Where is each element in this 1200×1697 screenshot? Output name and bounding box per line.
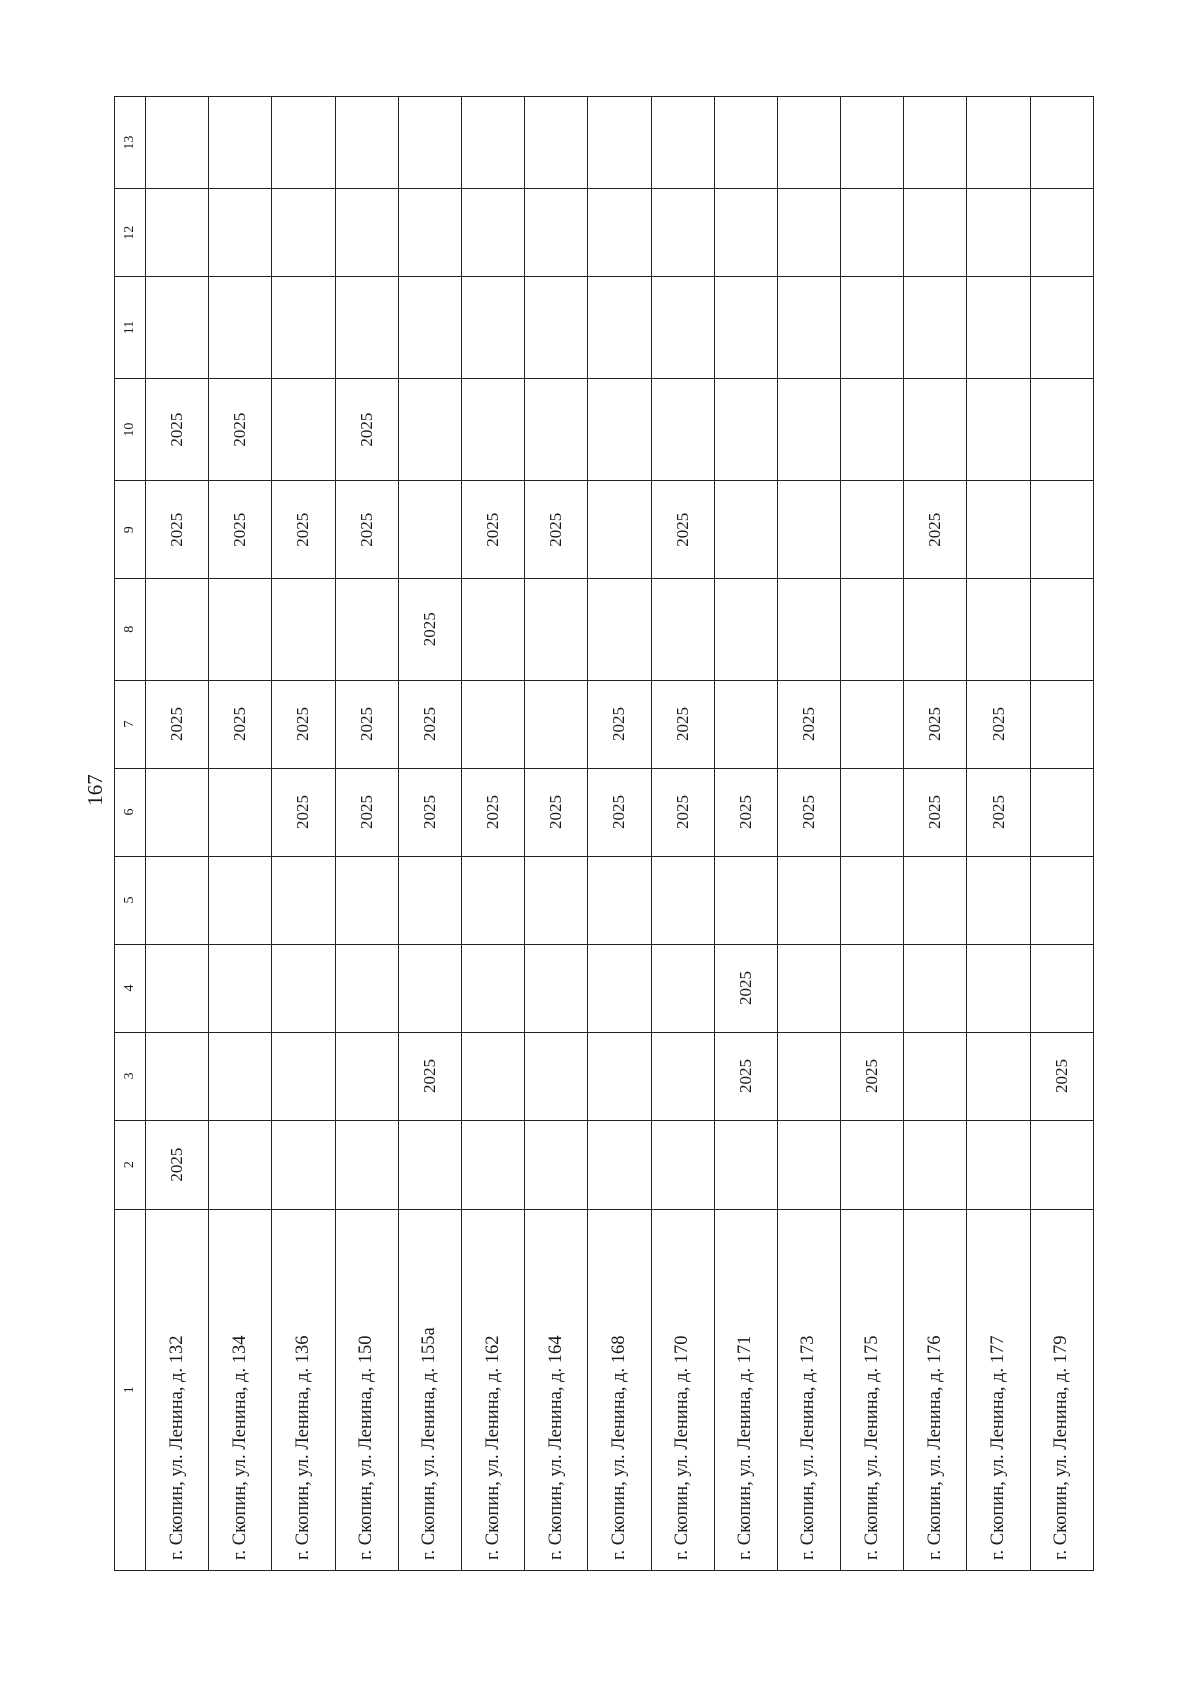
year-cell-col-3: 2025: [398, 1032, 461, 1120]
column-header-11: 11: [115, 277, 146, 379]
year-cell-col-8: [841, 578, 904, 680]
year-cell-col-3: 2025: [714, 1032, 777, 1120]
address-cell: г. Скопин, ул. Ленина, д. 177: [967, 1209, 1030, 1570]
address-cell: г. Скопин, ул. Ленина, д. 155а: [398, 1209, 461, 1570]
column-header-10: 10: [115, 378, 146, 481]
year-cell-col-5: [777, 856, 840, 944]
year-cell-col-5: [588, 856, 651, 944]
year-cell-col-8: [777, 578, 840, 680]
year-cell-col-7: 2025: [588, 680, 651, 768]
year-cell-col-4: [146, 944, 209, 1032]
year-cell-col-2: [904, 1120, 967, 1209]
year-cell-col-10: [967, 378, 1030, 481]
table-row: [651, 97, 714, 1571]
year-cell-col-9: 2025: [525, 481, 588, 578]
year-cell-col-13: [272, 97, 335, 189]
year-cell-col-3: [335, 1032, 398, 1120]
year-cell-col-9: [841, 481, 904, 578]
year-cell-col-10: [777, 378, 840, 481]
year-cell-col-13: [967, 97, 1030, 189]
address-cell: г. Скопин, ул. Ленина, д. 162: [461, 1209, 524, 1570]
year-cell-col-5: [209, 856, 272, 944]
year-cell-col-10: [1030, 378, 1093, 481]
year-cell-col-7: 2025: [904, 680, 967, 768]
year-cell-col-3: [904, 1032, 967, 1120]
year-cell-col-10: [904, 378, 967, 481]
address-cell: г. Скопин, ул. Ленина, д. 168: [588, 1209, 651, 1570]
table-row: [777, 97, 840, 1571]
year-cell-col-3: [272, 1032, 335, 1120]
year-cell-col-6: 2025: [714, 768, 777, 856]
year-cell-col-3: [651, 1032, 714, 1120]
year-cell-col-7: 2025: [777, 680, 840, 768]
year-cell-col-13: [146, 97, 209, 189]
year-cell-col-4: [272, 944, 335, 1032]
year-cell-col-5: [335, 856, 398, 944]
year-cell-col-9: 2025: [461, 481, 524, 578]
column-header-8: 8: [115, 578, 146, 680]
year-cell-col-5: [146, 856, 209, 944]
address-cell: г. Скопин, ул. Ленина, д. 150: [335, 1209, 398, 1570]
year-cell-col-10: [398, 378, 461, 481]
year-cell-col-3: 2025: [841, 1032, 904, 1120]
year-cell-col-2: [714, 1120, 777, 1209]
year-cell-col-6: 2025: [967, 768, 1030, 856]
year-cell-col-13: [398, 97, 461, 189]
table-row: [146, 97, 209, 1571]
year-cell-col-6: 2025: [651, 768, 714, 856]
column-header-13: 13: [115, 97, 146, 189]
year-cell-col-11: [461, 277, 524, 379]
year-cell-col-12: [461, 189, 524, 277]
year-cell-col-2: [461, 1120, 524, 1209]
year-cell-col-9: 2025: [146, 481, 209, 578]
year-cell-col-13: [588, 97, 651, 189]
year-cell-col-8: [904, 578, 967, 680]
year-cell-col-4: [525, 944, 588, 1032]
year-cell-col-2: [525, 1120, 588, 1209]
year-cell-col-8: [335, 578, 398, 680]
column-header-6: 6: [115, 768, 146, 856]
year-cell-col-10: [841, 378, 904, 481]
year-cell-col-2: [841, 1120, 904, 1209]
column-header-2: 2: [115, 1120, 146, 1209]
year-cell-col-11: [588, 277, 651, 379]
year-cell-col-7: 2025: [651, 680, 714, 768]
year-cell-col-7: 2025: [146, 680, 209, 768]
year-cell-col-4: [335, 944, 398, 1032]
address-cell: г. Скопин, ул. Ленина, д. 175: [841, 1209, 904, 1570]
year-cell-col-6: 2025: [525, 768, 588, 856]
year-cell-col-7: 2025: [209, 680, 272, 768]
year-cell-col-3: [588, 1032, 651, 1120]
column-header-7: 7: [115, 680, 146, 768]
year-cell-col-11: [398, 277, 461, 379]
year-cell-col-3: [146, 1032, 209, 1120]
year-cell-col-9: 2025: [209, 481, 272, 578]
year-cell-col-13: [209, 97, 272, 189]
year-cell-col-4: [209, 944, 272, 1032]
year-cell-col-8: [209, 578, 272, 680]
year-cell-col-5: [904, 856, 967, 944]
year-cell-col-9: 2025: [651, 481, 714, 578]
year-cell-col-11: [146, 277, 209, 379]
year-cell-col-7: 2025: [335, 680, 398, 768]
year-cell-col-8: [714, 578, 777, 680]
year-cell-col-7: [841, 680, 904, 768]
year-cell-col-3: 2025: [1030, 1032, 1093, 1120]
year-cell-col-6: 2025: [398, 768, 461, 856]
schedule-table: [114, 96, 1094, 1571]
year-cell-col-13: [714, 97, 777, 189]
year-cell-col-12: [525, 189, 588, 277]
year-cell-col-4: [1030, 944, 1093, 1032]
year-cell-col-7: 2025: [272, 680, 335, 768]
year-cell-col-12: [1030, 189, 1093, 277]
table-row: [714, 97, 777, 1571]
year-cell-col-9: [777, 481, 840, 578]
year-cell-col-4: [841, 944, 904, 1032]
schedule-table-container: [114, 96, 1094, 1571]
year-cell-col-3: [461, 1032, 524, 1120]
year-cell-col-3: [525, 1032, 588, 1120]
year-cell-col-12: [146, 189, 209, 277]
year-cell-col-6: 2025: [588, 768, 651, 856]
year-cell-col-13: [651, 97, 714, 189]
year-cell-col-13: [1030, 97, 1093, 189]
year-cell-col-4: [461, 944, 524, 1032]
year-cell-col-11: [777, 277, 840, 379]
year-cell-col-13: [525, 97, 588, 189]
column-header-3: 3: [115, 1032, 146, 1120]
address-cell: г. Скопин, ул. Ленина, д. 173: [777, 1209, 840, 1570]
year-cell-col-10: 2025: [146, 378, 209, 481]
year-cell-col-10: [525, 378, 588, 481]
year-cell-col-10: 2025: [209, 378, 272, 481]
year-cell-col-2: [777, 1120, 840, 1209]
address-cell: г. Скопин, ул. Ленина, д. 176: [904, 1209, 967, 1570]
year-cell-col-13: [904, 97, 967, 189]
table-row: [209, 97, 272, 1571]
year-cell-col-12: [209, 189, 272, 277]
year-cell-col-3: [967, 1032, 1030, 1120]
page-number: 167: [83, 774, 107, 806]
year-cell-col-8: [588, 578, 651, 680]
year-cell-col-11: [525, 277, 588, 379]
year-cell-col-5: [525, 856, 588, 944]
address-cell: г. Скопин, ул. Ленина, д. 134: [209, 1209, 272, 1570]
year-cell-col-12: [904, 189, 967, 277]
year-cell-col-2: [1030, 1120, 1093, 1209]
table-row: [335, 97, 398, 1571]
table-row: [1030, 97, 1093, 1571]
year-cell-col-10: [588, 378, 651, 481]
year-cell-col-2: [398, 1120, 461, 1209]
table-row: [525, 97, 588, 1571]
year-cell-col-7: 2025: [398, 680, 461, 768]
table-row: [588, 97, 651, 1571]
year-cell-col-12: [967, 189, 1030, 277]
year-cell-col-6: [209, 768, 272, 856]
year-cell-col-3: [209, 1032, 272, 1120]
year-cell-col-8: [146, 578, 209, 680]
table-body: [146, 97, 1094, 1571]
year-cell-col-11: [335, 277, 398, 379]
year-cell-col-6: 2025: [272, 768, 335, 856]
address-cell: г. Скопин, ул. Ленина, д. 179: [1030, 1209, 1093, 1570]
year-cell-col-6: [1030, 768, 1093, 856]
year-cell-col-10: [714, 378, 777, 481]
year-cell-col-12: [714, 189, 777, 277]
year-cell-col-8: [461, 578, 524, 680]
year-cell-col-4: [398, 944, 461, 1032]
year-cell-col-10: [272, 378, 335, 481]
year-cell-col-7: [525, 680, 588, 768]
column-header-4: 4: [115, 944, 146, 1032]
table-row: [398, 97, 461, 1571]
year-cell-col-8: [525, 578, 588, 680]
year-cell-col-10: 2025: [335, 378, 398, 481]
year-cell-col-9: 2025: [272, 481, 335, 578]
year-cell-col-12: [588, 189, 651, 277]
year-cell-col-12: [335, 189, 398, 277]
year-cell-col-8: 2025: [398, 578, 461, 680]
table-row: [461, 97, 524, 1571]
year-cell-col-8: [967, 578, 1030, 680]
year-cell-col-4: [777, 944, 840, 1032]
year-cell-col-2: [272, 1120, 335, 1209]
year-cell-col-13: [841, 97, 904, 189]
year-cell-col-8: [1030, 578, 1093, 680]
year-cell-col-9: 2025: [904, 481, 967, 578]
year-cell-col-12: [841, 189, 904, 277]
year-cell-col-11: [272, 277, 335, 379]
year-cell-col-5: [272, 856, 335, 944]
year-cell-col-13: [335, 97, 398, 189]
year-cell-col-12: [272, 189, 335, 277]
table-row: [904, 97, 967, 1571]
year-cell-col-13: [777, 97, 840, 189]
year-cell-col-6: 2025: [777, 768, 840, 856]
year-cell-col-9: [588, 481, 651, 578]
year-cell-col-6: 2025: [335, 768, 398, 856]
column-header-5: 5: [115, 856, 146, 944]
year-cell-col-8: [651, 578, 714, 680]
year-cell-col-9: [398, 481, 461, 578]
year-cell-col-7: 2025: [967, 680, 1030, 768]
year-cell-col-11: [967, 277, 1030, 379]
year-cell-col-6: [841, 768, 904, 856]
year-cell-col-3: [777, 1032, 840, 1120]
year-cell-col-10: [651, 378, 714, 481]
year-cell-col-5: [841, 856, 904, 944]
table-row: [967, 97, 1030, 1571]
address-cell: г. Скопин, ул. Ленина, д. 170: [651, 1209, 714, 1570]
year-cell-col-11: [904, 277, 967, 379]
year-cell-col-5: [714, 856, 777, 944]
year-cell-col-13: [461, 97, 524, 189]
year-cell-col-9: [1030, 481, 1093, 578]
address-cell: г. Скопин, ул. Ленина, д. 164: [525, 1209, 588, 1570]
year-cell-col-7: [714, 680, 777, 768]
year-cell-col-4: [904, 944, 967, 1032]
table-header-row: [115, 97, 146, 1571]
year-cell-col-11: [209, 277, 272, 379]
year-cell-col-12: [651, 189, 714, 277]
year-cell-col-12: [777, 189, 840, 277]
year-cell-col-5: [461, 856, 524, 944]
year-cell-col-6: 2025: [904, 768, 967, 856]
year-cell-col-2: [651, 1120, 714, 1209]
year-cell-col-9: [967, 481, 1030, 578]
year-cell-col-6: 2025: [461, 768, 524, 856]
address-cell: г. Скопин, ул. Ленина, д. 171: [714, 1209, 777, 1570]
year-cell-col-2: [335, 1120, 398, 1209]
year-cell-col-4: [651, 944, 714, 1032]
year-cell-col-4: [588, 944, 651, 1032]
year-cell-col-11: [714, 277, 777, 379]
year-cell-col-5: [967, 856, 1030, 944]
year-cell-col-11: [841, 277, 904, 379]
column-header-1: 1: [115, 1209, 146, 1570]
year-cell-col-11: [1030, 277, 1093, 379]
year-cell-col-12: [398, 189, 461, 277]
year-cell-col-10: [461, 378, 524, 481]
year-cell-col-2: [209, 1120, 272, 1209]
year-cell-col-6: [146, 768, 209, 856]
year-cell-col-5: [398, 856, 461, 944]
year-cell-col-8: [272, 578, 335, 680]
year-cell-col-4: [967, 944, 1030, 1032]
address-cell: г. Скопин, ул. Ленина, д. 136: [272, 1209, 335, 1570]
year-cell-col-2: 2025: [146, 1120, 209, 1209]
column-header-12: 12: [115, 189, 146, 277]
column-header-9: 9: [115, 481, 146, 578]
year-cell-col-5: [1030, 856, 1093, 944]
year-cell-col-2: [588, 1120, 651, 1209]
year-cell-col-5: [651, 856, 714, 944]
table-row: [841, 97, 904, 1571]
year-cell-col-4: 2025: [714, 944, 777, 1032]
year-cell-col-2: [967, 1120, 1030, 1209]
year-cell-col-7: [461, 680, 524, 768]
year-cell-col-7: [1030, 680, 1093, 768]
address-cell: г. Скопин, ул. Ленина, д. 132: [146, 1209, 209, 1570]
year-cell-col-9: 2025: [335, 481, 398, 578]
year-cell-col-9: [714, 481, 777, 578]
table-row: [272, 97, 335, 1571]
year-cell-col-11: [651, 277, 714, 379]
